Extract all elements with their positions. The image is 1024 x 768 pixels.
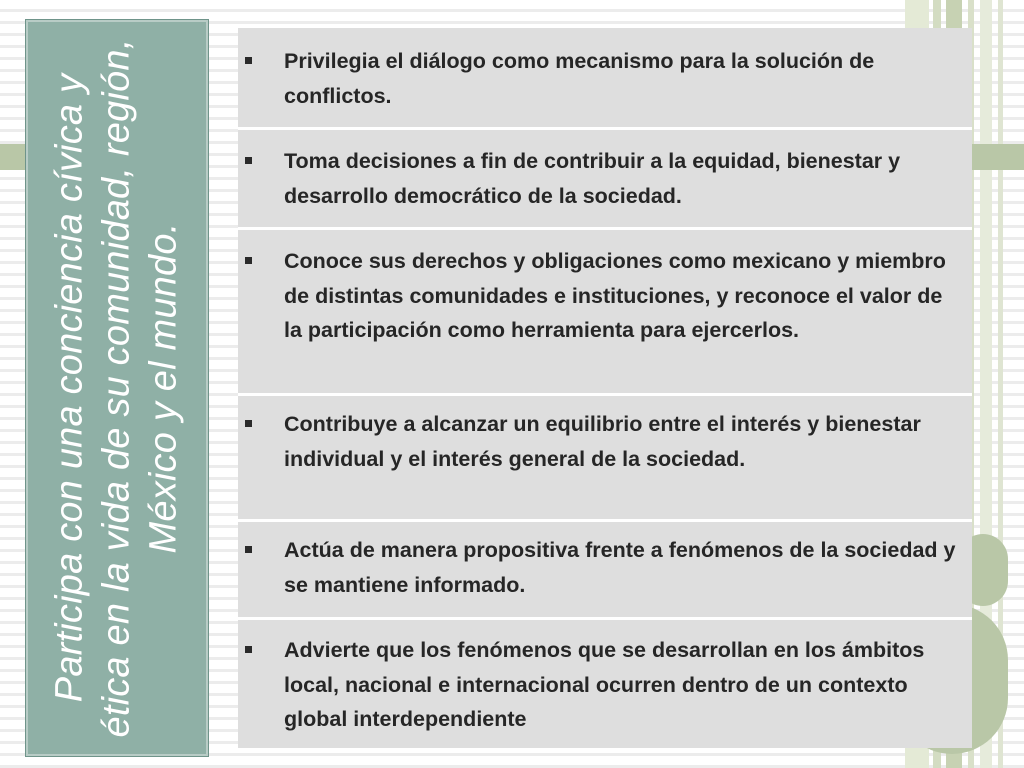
list-item xyxy=(238,130,972,230)
list-item-text: Actúa de manera propositiva frente a fenómenos de la sociedad y se mantiene informado. xyxy=(284,538,956,597)
decorative-stripe xyxy=(0,144,28,170)
square-bullet-icon xyxy=(245,157,252,164)
square-bullet-icon xyxy=(245,420,252,427)
list-item-text: Toma decisiones a fin de contribuir a la equidad, bienestar y desarrollo democrático de la sociedad. xyxy=(284,149,901,208)
list-item-text: Privilegia el diálogo como mecanismo para la solución de conflictos. xyxy=(284,49,875,108)
square-bullet-icon xyxy=(245,257,252,264)
list-item xyxy=(238,230,972,396)
square-bullet-icon xyxy=(245,57,252,64)
list-item xyxy=(238,396,972,522)
list-item xyxy=(238,28,972,130)
list-item-text: Conoce sus derechos y obligaciones como mexicano y miembro de distintas comunidades e instituciones, y reconoce el valor de la participación como herramienta para ejercerlos. xyxy=(284,249,946,342)
list-item xyxy=(238,522,972,620)
title-panel xyxy=(26,20,208,756)
square-bullet-icon xyxy=(245,546,252,553)
list-item-text: Advierte que los fenómenos que se desarrollan en los ámbitos local, nacional e internacional ocurren dentro de un contexto global interdependiente xyxy=(284,638,925,731)
slide-title: Participa con una conciencia cívica y ética en la vida de su comunidad, región, México y el mundo. xyxy=(48,38,185,738)
list-item-text: Contribuye a alcanzar un equilibrio entre el interés y bienestar individual y el interés general de la sociedad. xyxy=(284,412,921,471)
decorative-stripe xyxy=(970,144,1024,170)
square-bullet-icon xyxy=(245,646,252,653)
list-item xyxy=(238,620,972,748)
